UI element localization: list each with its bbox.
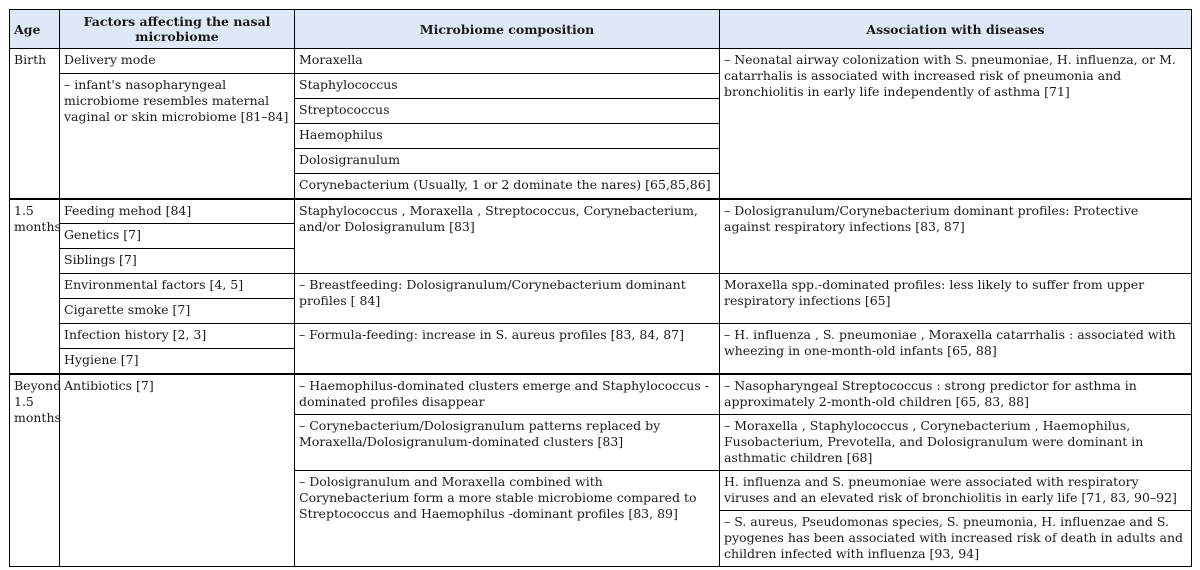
factor-cell: Siblings [7] [60, 249, 295, 274]
factor-cell: Genetics [7] [60, 224, 295, 249]
disease-cell: – Dolosigranulum/Corynebacterium dominant profiles: Protective against respiratory infections [83, 87] [720, 199, 1192, 274]
microbiome-table [9, 9, 1192, 567]
header-factors: Factors affecting the nasal microbiome [60, 10, 295, 49]
disease-cell: – S. aureus, Pseudomonas species, S. pneumonia, H. influenzae and S. pyogenes has been associated with increased risk of death in adults and children infected with influenza [93, 94] [720, 510, 1192, 566]
table-row [10, 49, 1192, 74]
header-age: Age [10, 10, 60, 49]
age-1-5-months: 1.5 months [10, 199, 60, 374]
header-composition: Microbiome composition [295, 10, 720, 49]
factor-cell: Feeding mehod [84] [60, 199, 295, 224]
disease-cell: – Moraxella , Staphylococcus , Corynebacterium , Haemophilus, Fusobacterium, Prevotella, and Dolosigranulum were dominant in asthmatic children [68] [720, 414, 1192, 470]
disease-cell: H. influenza and S. pneumoniae were associated with respiratory viruses and an elevated risk of bronchiolitis in early life [71, 83, 90–92] [720, 470, 1192, 510]
disease-cell: Moraxella spp.-dominated profiles: less likely to suffer from upper respiratory infections [65] [720, 274, 1192, 324]
disease-cell: – H. influenza , S. pneumoniae , Moraxella catarrhalis : associated with wheezing in one-month-old infants [65, 88] [720, 324, 1192, 374]
composition-cell: Corynebacterium (Usually, 1 or 2 dominate the nares) [65,85,86] [295, 174, 720, 199]
factor-cell: Cigarette smoke [7] [60, 299, 295, 324]
table-container [9, 9, 1192, 567]
table-row [10, 374, 1192, 415]
header-row [10, 10, 1192, 49]
composition-cell: Dolosigranulum [295, 149, 720, 174]
composition-cell: – Haemophilus-dominated clusters emerge and Staphylococcus -dominated profiles disappear [295, 374, 720, 415]
table-row [10, 274, 1192, 299]
factor-cell: Infection history [2, 3] [60, 324, 295, 349]
factor-cell: Hygiene [7] [60, 349, 295, 374]
composition-cell: – Breastfeeding: Dolosigranulum/Corynebacterium dominant profiles [ 84] [295, 274, 720, 324]
table-row [10, 199, 1192, 224]
disease-cell: – Neonatal airway colonization with S. pneumoniae, H. influenza, or M. catarrhalis is associated with increased risk of pneumonia and bronchiolitis in early life independently of asthma [71] [720, 49, 1192, 199]
header-diseases: Association with diseases [720, 10, 1192, 49]
table-row [10, 324, 1192, 349]
factor-cell: Antibiotics [7] [60, 374, 295, 567]
age-birth: Birth [10, 49, 60, 199]
disease-cell: – Nasopharyngeal Streptococcus : strong predictor for asthma in approximately 2-month-old children [65, 83, 88] [720, 374, 1192, 415]
composition-cell: Moraxella [295, 49, 720, 74]
factor-cell: Delivery mode [60, 49, 295, 74]
factor-cell: Environmental factors [4, 5] [60, 274, 295, 299]
age-beyond-1-5-months: Beyond 1.5 months [10, 374, 60, 567]
composition-cell: Staphylococcus , Moraxella , Streptococcus, Corynebacterium, and/or Dolosigranulum [83] [295, 199, 720, 274]
composition-cell: Haemophilus [295, 124, 720, 149]
factor-cell: – infant's nasopharyngeal microbiome resembles maternal vaginal or skin microbiome [81–84] [60, 74, 295, 199]
composition-cell: – Corynebacterium/Dolosigranulum patterns replaced by Moraxella/Dolosigranulum-dominated clusters [83] [295, 414, 720, 470]
composition-cell: – Formula-feeding: increase in S. aureus profiles [83, 84, 87] [295, 324, 720, 374]
composition-cell: Streptococcus [295, 99, 720, 124]
composition-cell: Staphylococcus [295, 74, 720, 99]
composition-cell: – Dolosigranulum and Moraxella combined with Corynebacterium form a more stable microbiome compared to Streptococcus and Haemophilus -dominant profiles [83, 89] [295, 470, 720, 566]
